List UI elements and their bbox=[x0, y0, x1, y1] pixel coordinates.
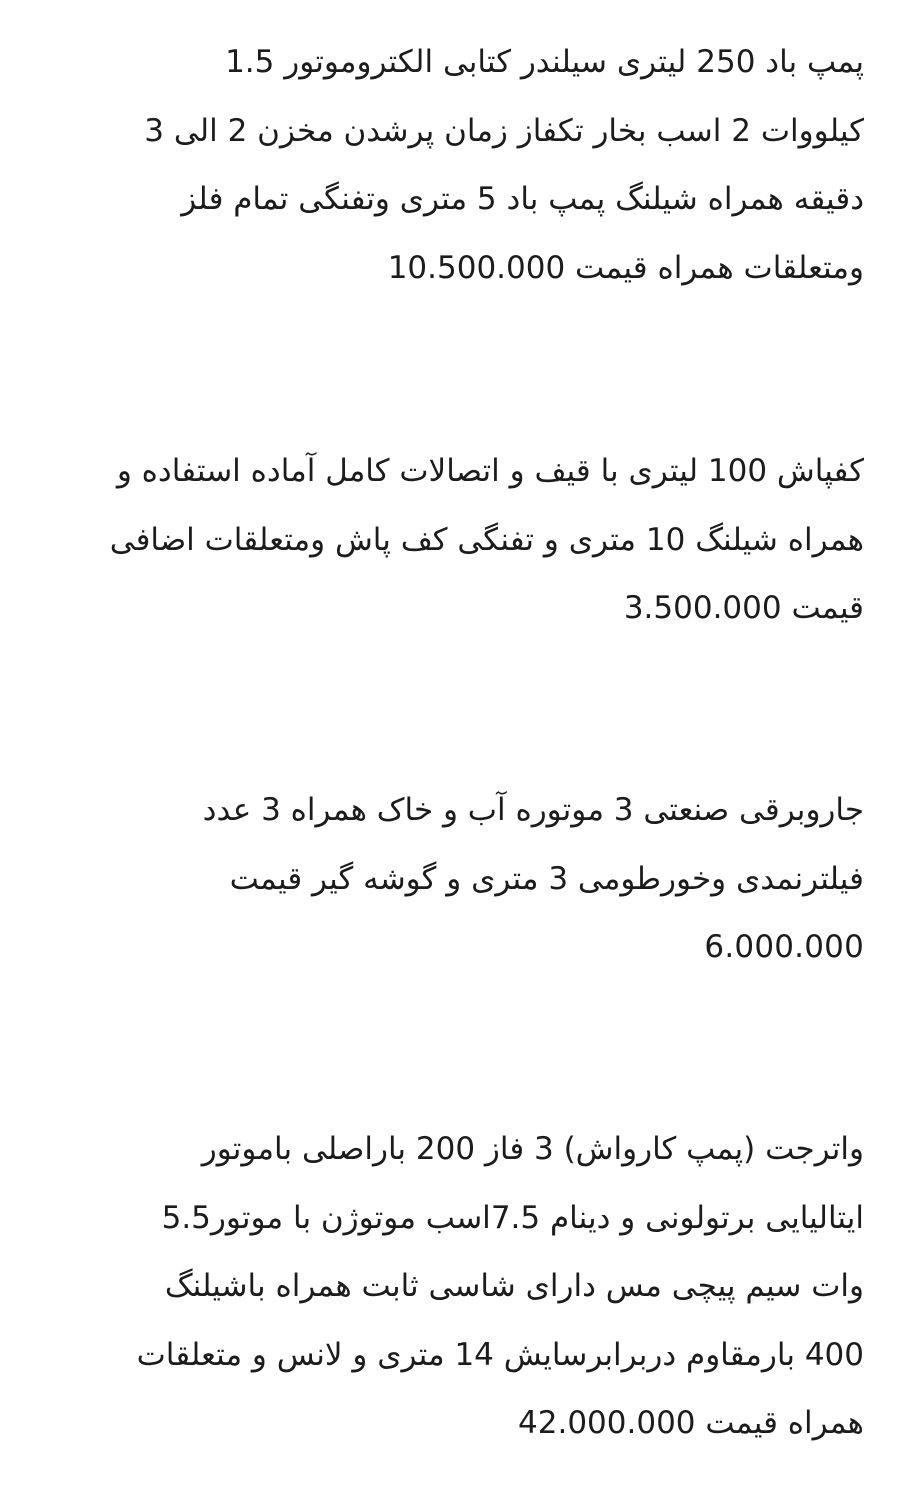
text-line: کفپاش 100 لیتری با قیف و اتصالات کامل آماده استفاده و bbox=[116, 453, 864, 489]
text-line: همراه شیلنگ 10 متری و تفنگی کف پاش ومتعلقات اضافی bbox=[109, 521, 864, 558]
text-line: وات سیم پیچی مس دارای شاسی ثابت همراه باشیلنگ bbox=[164, 1268, 864, 1304]
text-line: واترجت (پمپ کارواش) 3 فاز 200 باراصلی باموتور bbox=[201, 1131, 864, 1167]
text-line: فیلترنمدی وخورطومی 3 متری و گوشه گیر قیمت bbox=[229, 860, 864, 897]
item-pressure-washer bbox=[64, 1115, 864, 1458]
text-line: کیلووات 2 اسب بخار تکفاز زمان پرشدن مخزن 2 الی 3 bbox=[144, 112, 864, 149]
text-line: دقیقه همراه شیلنگ پمپ باد 5 متری وتفنگی تمام فلز bbox=[181, 181, 864, 217]
text-line: ایتالیایی برتولونی و دینام 7.5اسب موتوژن با موتور5.5 bbox=[161, 1199, 864, 1236]
text-line: ومتعلقات همراه قیمت 10.500.000 bbox=[387, 249, 864, 286]
text-line: قیمت 3.500.000 bbox=[623, 590, 864, 626]
item-foam-sprayer bbox=[64, 437, 864, 643]
item-industrial-vacuum bbox=[64, 776, 864, 982]
text-line: جاروبرقی صنعتی 3 موتوره آب و خاک همراه 3 عدد bbox=[202, 792, 864, 828]
item-air-compressor bbox=[64, 28, 864, 302]
text-line: 6.000.000 bbox=[704, 929, 864, 965]
text-line: همراه قیمت 42.000.000 bbox=[518, 1405, 864, 1441]
text-line: 400 بارمقاوم دربرابرسایش 14 متری و لانس و متعلقات bbox=[136, 1336, 864, 1373]
text-line: پمپ باد 250 لیتری سیلندر کتابی الکتروموتور 1.5 bbox=[225, 44, 864, 80]
